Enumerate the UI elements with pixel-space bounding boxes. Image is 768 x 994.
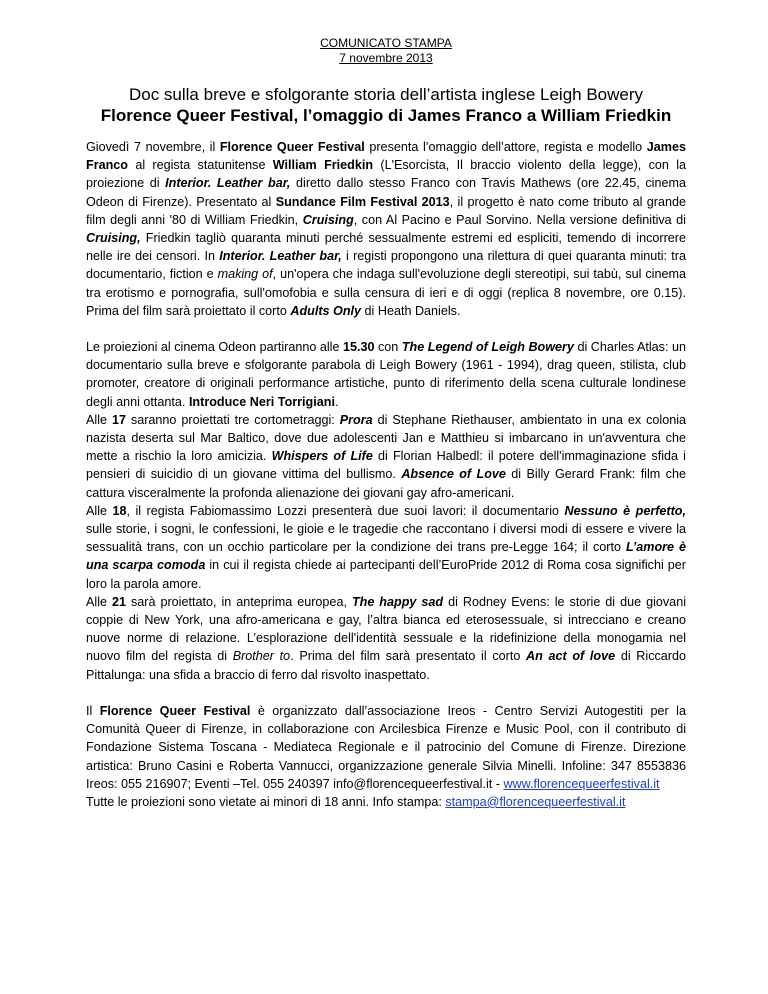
body-text: Le proiezioni al cinema Odeon partiranno alle [86,340,343,355]
body-text: di Florian Halbedl: il potere dell'immaginazione sfida i pensieri di suicidio di un giovane vittima del bullismo. [86,449,686,482]
title-line-2: Florence Queer Festival, l’omaggio di James Franco a William Friedkin [100,106,672,125]
bold-text: 15.30 [342,340,375,355]
body-text: Il [86,703,100,718]
body-text: , un'opera che indaga sull'evoluzione degli stereotipi, sui tabù, sul cinema tra erotismo e pornografia, sull'omofobia e sulla censura di ieri e di oggi (replica 8 novembre, ore 0.15). Prima del film sarà proiettato il corto [86,267,686,318]
header [86,36,686,66]
body-text: i registi propongono una rilettura di quei quaranta minuti: tra documentario, fiction e [86,249,686,282]
bold-text: Florence Queer Festival [99,703,251,718]
bold-text: William Friedkin [272,158,374,173]
body-text: presenta l’omaggio dell’attore, regista e modello [364,140,647,154]
bold-text: 17 [111,412,126,427]
body-text: , con Al Pacino e Paul Sorvino. Nella versione definitiva di [353,212,686,227]
body-text: sulle storie, i sogni, le confessioni, le gioie e le tragedie che raccontano i diversi modi di essere e vivere la sessualità trans, con un occhio particolare per la condizione dei trans pre-Legge 164; il corto [86,522,686,555]
body-text: Alle [86,594,112,609]
paragraph-organization [86,702,686,793]
title-line-1: Doc sulla breve e sfolgorante storia dell’artista inglese Leigh Bowery [128,85,644,104]
body-text: è organizzato dall’associazione Ireos - Centro Servizi Autogestiti per la Comunità Queer di Firenze, in collaborazione con Arcilesbica Firenze e Music Pool, con il contributo di Fondazione Sistema Toscana - Mediateca Regionale e il patrocinio del Comune di Firenze. Direzione artistica: Bruno Casini e Roberta Vannucci, organizzazione generale Silvia Minelli. Infoline: 347 8553836 Ireos: 055 216907; Eventi –Tel. 055 240397 info@florencequeerfestival.it - [86,703,686,791]
body-text: al regista statunitense [128,158,273,173]
paragraph-schedule-17 [86,411,686,502]
italic-text: Brother to [232,649,291,664]
title-block [86,84,686,126]
body-text: sarà proiettato, in anteprima europea, [126,594,352,609]
title-text: Whispers of Life [271,449,373,464]
title-text: Nessuno è perfetto, [564,503,686,518]
bold-text: James Franco [86,140,686,173]
body-text: , il regista Fabiomassimo Lozzi presenterà due suoi lavori: il documentario [126,503,565,518]
header-label: COMUNICATO STAMPA [320,36,452,50]
title-text: An act of love [526,649,616,664]
title-text: Interior. Leather bar, [219,249,342,264]
body-text: con [374,340,402,355]
body-text: di Billy Gerard Frank: film che cattura visceralmente la profonda alienazione dei giovani gay afro-americani. [86,467,686,500]
body-text: Tutte le proiezioni sono vietate ai minori di 18 anni. Info stampa: [86,794,446,809]
link[interactable]: stampa@florencequeerfestival.it [445,794,626,809]
paragraph-schedule-21 [86,593,686,684]
bold-text: Sundance Film Festival 2013 [275,194,450,209]
title-text: The happy sad [351,594,444,609]
title-text: Prora [339,412,373,427]
header-date: 7 novembre 2013 [339,51,433,65]
paragraph-info [86,793,686,811]
body-text: Friedkin tagliò quaranta minuti perché sessualmente estremi ed espliciti, temendo di incorrere nelle ire dei censori. In [86,231,686,264]
body-text: , il progetto è nato come tributo al grande film degli anni '80 di William Friedkin, [86,194,686,227]
title-text: Absence of Love [401,467,506,482]
link[interactable]: www.florencequeerfestival.it [503,776,660,791]
title-text: L’amore è una scarpa comoda [86,540,687,573]
body-text: di Heath Daniels. [361,303,461,318]
body-text: . [334,394,339,409]
paragraph-schedule-1530 [86,338,686,411]
bold-text: 18 [112,503,127,518]
title-text: Cruising [302,212,354,227]
body-text: di Rodney Evens: le storie di due giovani coppie di New York, una afro-americana e gay, l’altra bianca ed eterosessuale, si intrecciano e creano nuove norme di relazione. L’esplorazione dell'identità sessuale e la ridefinizione della monogamia nel nuovo film del regista di [86,594,686,664]
title-text: The Legend of Leigh Bowery [401,340,574,355]
paragraph-intro [86,138,686,320]
italic-text: making of [217,267,273,282]
paragraph-schedule-18 [86,502,686,593]
bold-text: Florence Queer Festival [219,140,365,154]
bold-text: Introduce Neri Torrigiani [188,394,335,409]
body-text: Alle [86,412,112,427]
title-text: Cruising, [86,231,141,246]
body-text: saranno proiettati tre cortometraggi: [125,412,340,427]
body-text: diretto dallo stesso Franco con Travis Mathews (ore 22.45, cinema Odeon di Firenze). Presentato al [86,176,686,209]
title-text: Interior. Leather bar, [165,176,291,191]
bold-text: 21 [111,594,126,609]
body-text: Giovedì 7 novembre, il [86,140,220,154]
body-text: in cui il regista chiede ai partecipanti dell’EuroPride 2012 di Roma cosa significhi per loro la parola amore. [86,558,686,591]
body-text: Alle [86,503,113,518]
body-text: di Charles Atlas: un documentario sulla breve e sfolgorante parabola di Leigh Bowery (1961 - 1994), drag queen, stilista, club promoter, creatore di originali performance artistiche, punto di riferimento della scena culturale londinese degli anni ottanta. [86,340,686,409]
title-text: Adults Only [290,303,362,318]
press-release-page [86,36,686,811]
body-text: (L'Esorcista, Il braccio violento della legge), con la proiezione di [86,158,686,191]
body-text: . Prima del film sarà presentato il corto [290,649,527,664]
body-text: di Riccardo Pittalunga: una sfida a braccio di ferro dal risvolto inaspettato. [86,649,686,682]
body-text: di Stephane Riethauser, ambientato in una ex colonia nazista deserta sul Mar Baltico, dove due adolescenti Jan e Matthieu si imbarcano in un'avventura che mette a rischio la loro amicizia. [86,412,687,464]
